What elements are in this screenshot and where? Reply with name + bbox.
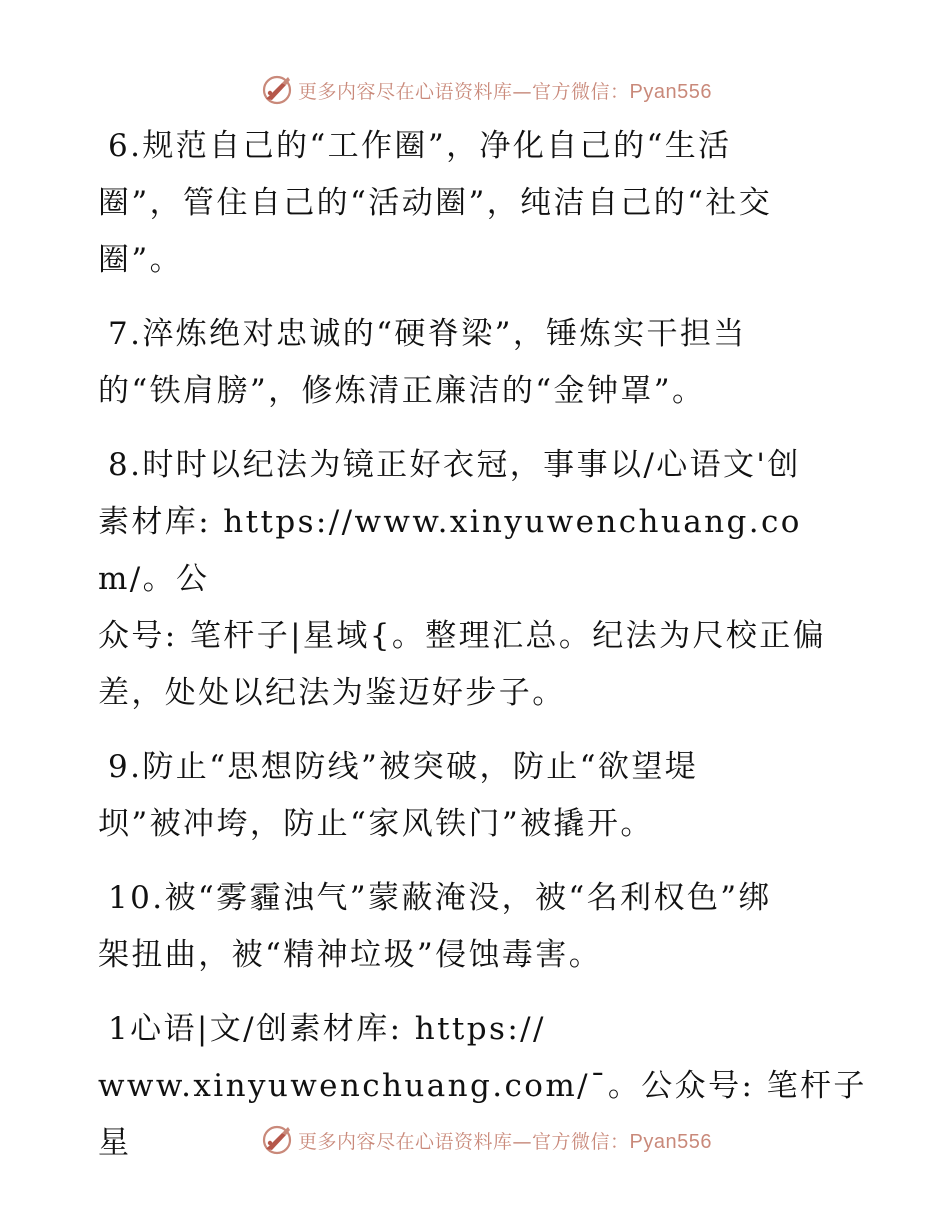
brand-logo-icon — [260, 1123, 294, 1157]
header-banner-text — [298, 77, 712, 104]
paragraph-line: 10.被“雾霾浊气”蒙蔽淹没，被“名利权色”绑 — [108, 880, 772, 916]
header-banner-inner — [260, 73, 712, 107]
paragraph-line: 7.淬炼绝对忠诚的“硬脊梁”，锤炼实干担当 — [108, 316, 747, 352]
footer-banner — [0, 1120, 950, 1160]
paragraph-line: 圈”，管住自己的“活动圈”，纯洁自己的“社交 — [98, 185, 773, 221]
header-separator: — — [512, 80, 533, 103]
header-site-label: 更多内容尽在心语资料库 — [298, 80, 513, 103]
paragraph-line: 1心语|文/创素材库: https:// — [108, 1011, 546, 1047]
header-banner — [0, 70, 950, 110]
paragraph-line: 架扭曲，被“精神垃圾”侵蚀毒害。 — [98, 937, 603, 973]
brand-logo-icon — [260, 73, 294, 107]
paragraph-line: 8.时时以纪法为镜正好衣冠，事事以/心语文'创 — [108, 447, 801, 483]
header-wechat-handle: Pyan556 — [629, 80, 712, 103]
paragraph-line: 圈”。 — [98, 242, 184, 278]
footer-site-label: 更多内容尽在心语资料库 — [298, 1130, 513, 1153]
paragraph-line: 众号: 笔杆子|星域{。整理汇总。纪法为尺校正偏 — [98, 618, 827, 654]
paragraph-line: 的“铁肩膀”，修炼清正廉洁的“金钟罩”。 — [98, 373, 706, 409]
paragraph-line: 差，处处以纪法为鉴迈好步子。 — [98, 675, 566, 711]
paragraph-line: 9.防止“思想防线”被突破，防止“欲望堤 — [108, 749, 699, 785]
header-wechat-label: 官方微信： — [532, 80, 630, 103]
footer-wechat-handle: Pyan556 — [629, 1130, 712, 1153]
footer-separator: — — [512, 1130, 533, 1153]
footer-banner-text — [298, 1127, 712, 1154]
document-body — [98, 118, 868, 1189]
paragraph-8 — [98, 437, 868, 722]
paragraph-line: 坝”被冲垮，防止“家风铁门”被撬开。 — [98, 806, 654, 842]
paragraph-9 — [98, 739, 868, 853]
paragraph-line: 6.规范自己的“工作圈”，净化自己的“生活 — [108, 128, 732, 164]
footer-wechat-label: 官方微信： — [532, 1130, 630, 1153]
paragraph-10 — [98, 870, 868, 984]
paragraph-6 — [98, 118, 868, 289]
paragraph-7 — [98, 306, 868, 420]
footer-banner-inner — [260, 1123, 712, 1157]
paragraph-line: www.xinyuwenchuang.com/¯。公众号: 笔杆子星 — [98, 1068, 867, 1161]
paragraph-line: 素材库: https://www.xinyuwenchuang.com/。公 — [98, 504, 802, 597]
